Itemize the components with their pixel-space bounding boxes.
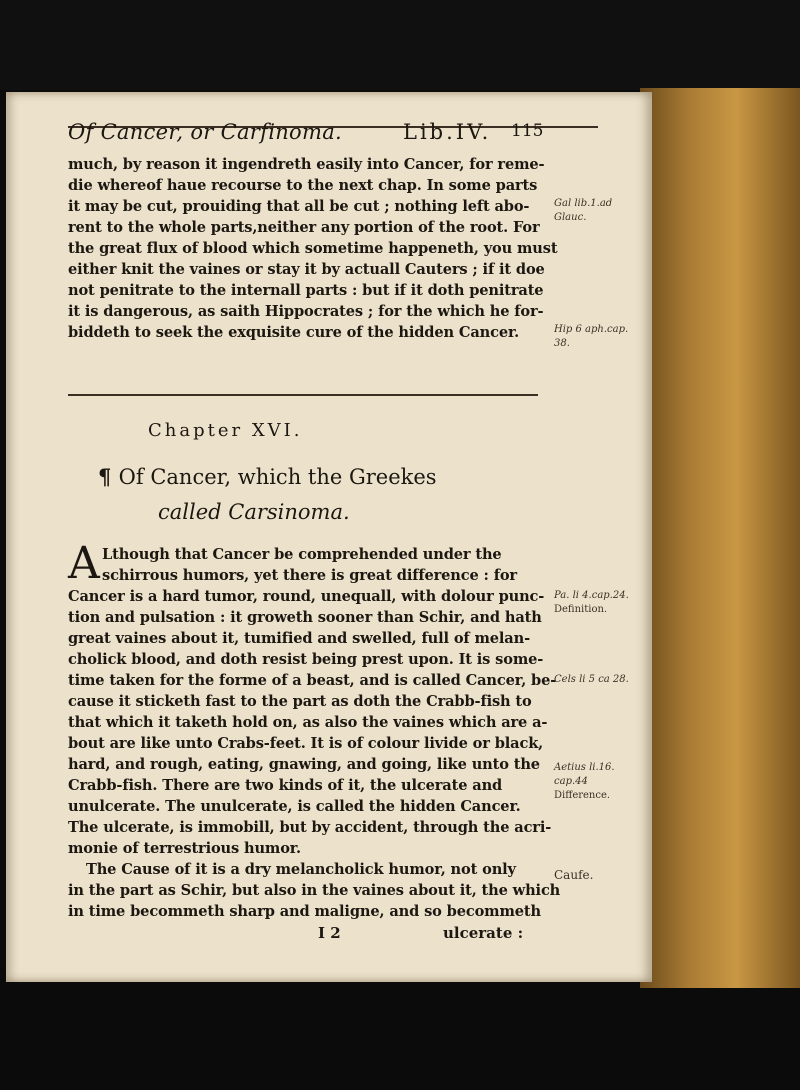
page-number: 115 [511, 121, 544, 141]
book-page [6, 92, 652, 982]
chapter-rule [68, 394, 538, 396]
margin-note: Pa. li 4.cap.24. [554, 590, 629, 601]
text-line: that which it taketh hold on, as also the vaines which are a- [68, 714, 548, 731]
margin-note: Hip 6 aph.cap. [554, 324, 629, 335]
text-line: The Cause of it is a dry melancholick humor, not only [86, 861, 516, 878]
text-line: cause it sticketh fast to the part as doth the Crabb-fish to [68, 693, 532, 710]
text-line: it may be cut, prouiding that all be cut ; nothing left abo- [68, 198, 530, 215]
running-head-title: Of Cancer, or Carfinoma. [68, 120, 342, 144]
text-line: die whereof haue recourse to the next chap. In some parts [68, 177, 538, 194]
text-line: in the part as Schir, but also in the vaines about it, the which [68, 882, 561, 899]
text-line: great vaines about it, tumified and swelled, full of melan- [68, 630, 530, 647]
margin-note: 38. [554, 338, 570, 349]
text-line: either knit the vaines or stay it by actuall Cauters ; if it doe [68, 261, 545, 278]
text-line: schirrous humors, yet there is great difference : for [102, 567, 517, 584]
signature-mark: I 2 [318, 924, 341, 942]
text-line: unulcerate. The unulcerate, is called the hidden Cancer. [68, 798, 521, 815]
chapter-title: Chapter XVI. [148, 420, 303, 441]
text-line: time taken for the forme of a beast, and is called Cancer, be- [68, 672, 557, 689]
margin-note: Aetius li.16. [554, 762, 615, 773]
text-line: Cancer is a hard tumor, round, unequall, with dolour punc- [68, 588, 545, 605]
running-head-book: Lib.IV. [403, 120, 492, 144]
margin-note: Glauc. [554, 212, 587, 223]
text-line: tion and pulsation : it groweth sooner than Schir, and hath [68, 609, 542, 626]
text-line: it is dangerous, as saith Hippocrates ; for the which he for- [68, 303, 544, 320]
text-line: bout are like unto Crabs-feet. It is of colour livide or black, [68, 735, 544, 752]
text-line: monie of terrestrious humor. [68, 840, 301, 857]
running-head [68, 14, 538, 44]
drop-cap: A [68, 538, 100, 589]
margin-note: Cels li 5 ca 28. [554, 674, 629, 685]
text-line: the great flux of blood which sometime happeneth, you must [68, 240, 558, 257]
catchword: ulcerate : [443, 924, 524, 942]
margin-note: Definition. [554, 604, 608, 615]
margin-note: Caufe. [554, 868, 594, 882]
chapter-subtitle-line-2: called Carsinoma. [158, 500, 350, 524]
text-line: The ulcerate, is immobill, but by accident, through the acri- [68, 819, 552, 836]
text-line: not penitrate to the internall parts : but if it doth penitrate [68, 282, 544, 299]
margin-note: Difference. [554, 790, 611, 801]
chapter-subtitle-line-1: ¶ Of Cancer, which the Greekes [98, 464, 437, 489]
margin-note: cap.44 [554, 776, 588, 787]
text-line: cholick blood, and doth resist being prest upon. It is some- [68, 651, 544, 668]
pilcrow-icon: ¶ [98, 464, 119, 489]
text-line: rent to the whole parts,neither any portion of the root. For [68, 219, 540, 236]
margin-note: Gal lib.1.ad [554, 198, 613, 209]
text-line: in time becommeth sharp and maligne, and so becommeth [68, 903, 541, 920]
text-line: much, by reason it ingendreth easily into Cancer, for reme- [68, 156, 545, 173]
text-line: hard, and rough, eating, gnawing, and going, like unto the [68, 756, 540, 773]
text-line: biddeth to seek the exquisite cure of the hidden Cancer. [68, 324, 520, 341]
text-line: Lthough that Cancer be comprehended under the [102, 546, 502, 563]
text-line: Crabb-fish. There are two kinds of it, the ulcerate and [68, 777, 503, 794]
book-cover-edge [640, 88, 800, 988]
